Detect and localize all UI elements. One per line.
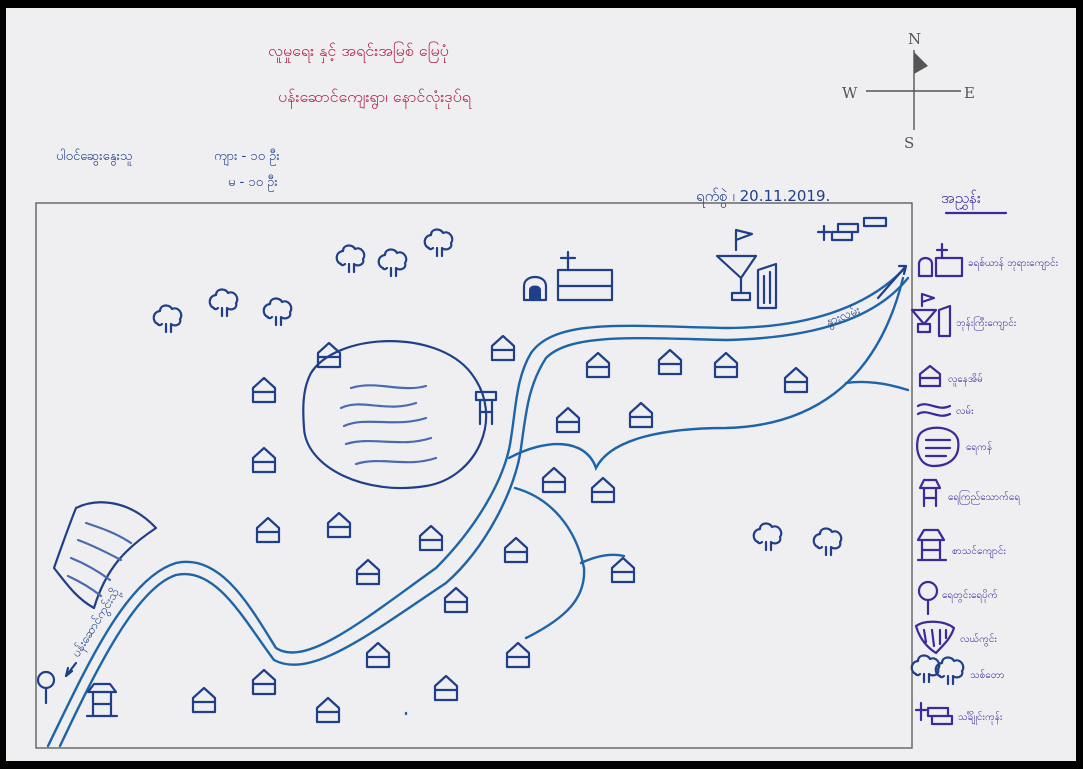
legend-rice-field-icon bbox=[916, 622, 954, 653]
legend-label-rice-field: လယ်ကွင်း bbox=[960, 634, 997, 645]
road-label-village: နွားလမ်း bbox=[823, 302, 862, 329]
legend-water-pump-icon bbox=[919, 582, 937, 614]
map-date: ရက်စွဲ ၊ 20.11.2019. bbox=[696, 187, 831, 205]
legend-label-well: ရေကြည်သောက်ရေ bbox=[948, 492, 1021, 503]
pond bbox=[303, 341, 486, 488]
legend-label-house: လူနေအိမ် bbox=[948, 374, 983, 385]
community-map bbox=[6, 8, 1076, 761]
map-title-line1: လူမှုရေး နှင့် အရင်းအမြစ် မြေပုံ bbox=[268, 41, 449, 60]
population-female: မ - ၁၀ ဦး bbox=[228, 175, 278, 190]
map-frame bbox=[36, 203, 912, 748]
well-marker bbox=[38, 672, 54, 703]
river-network bbox=[48, 270, 908, 746]
rice-field bbox=[54, 502, 156, 608]
legend bbox=[912, 189, 1059, 725]
map-title-line2: ပန်းဆောင်ကျေးရွာ၊ နောင်လုံးဒုပ်ရ bbox=[278, 87, 471, 106]
map-sheet bbox=[6, 8, 1076, 761]
population-label: ပါဝင်ဆွေးနွေးသူ bbox=[56, 149, 133, 164]
legend-label-water-pump: ရေတွင်းရေပိုက် bbox=[942, 590, 998, 601]
compass-rose bbox=[842, 30, 975, 152]
legend-label-tree: သစ်တော bbox=[970, 670, 1005, 681]
cemetery-marker bbox=[818, 218, 886, 240]
compass-west: W bbox=[842, 84, 858, 102]
legend-monastery-icon bbox=[912, 294, 950, 336]
legend-label-stream: လမ်း bbox=[956, 406, 974, 417]
legend-tree-icon bbox=[912, 655, 964, 684]
legend-stream-icon bbox=[918, 404, 950, 415]
legend-pond-icon bbox=[917, 428, 958, 466]
school-marker bbox=[87, 684, 117, 716]
population-male: ကျား - ၁၀ ဦး bbox=[214, 149, 280, 164]
compass-east: E bbox=[964, 84, 975, 102]
legend-label-pond: ရေကန် bbox=[966, 442, 993, 453]
legend-cemetery-icon bbox=[916, 703, 952, 724]
monastery-marker bbox=[717, 230, 776, 308]
legend-label-church: ခရစ်ယာန် ဘုရားကျောင်း bbox=[968, 258, 1059, 269]
legend-church-icon bbox=[919, 244, 962, 276]
legend-well-icon bbox=[920, 480, 940, 506]
road-label-field: ပန်းဆောင်ကွင်းသို့ bbox=[68, 585, 123, 660]
compass-north: N bbox=[908, 30, 922, 48]
legend-title: အညွှန်း bbox=[941, 189, 981, 207]
legend-label-school: စာသင်ကျောင်း bbox=[952, 546, 1006, 557]
legend-house-icon bbox=[920, 366, 940, 386]
compass-south: S bbox=[904, 134, 915, 152]
church-marker bbox=[524, 252, 612, 300]
legend-label-monastery: ဘုန်းကြီးကျောင်း bbox=[956, 318, 1017, 329]
legend-label-cemetery: သင်္ချိုင်းကုန်း bbox=[958, 712, 1003, 723]
legend-school-icon bbox=[918, 530, 946, 560]
